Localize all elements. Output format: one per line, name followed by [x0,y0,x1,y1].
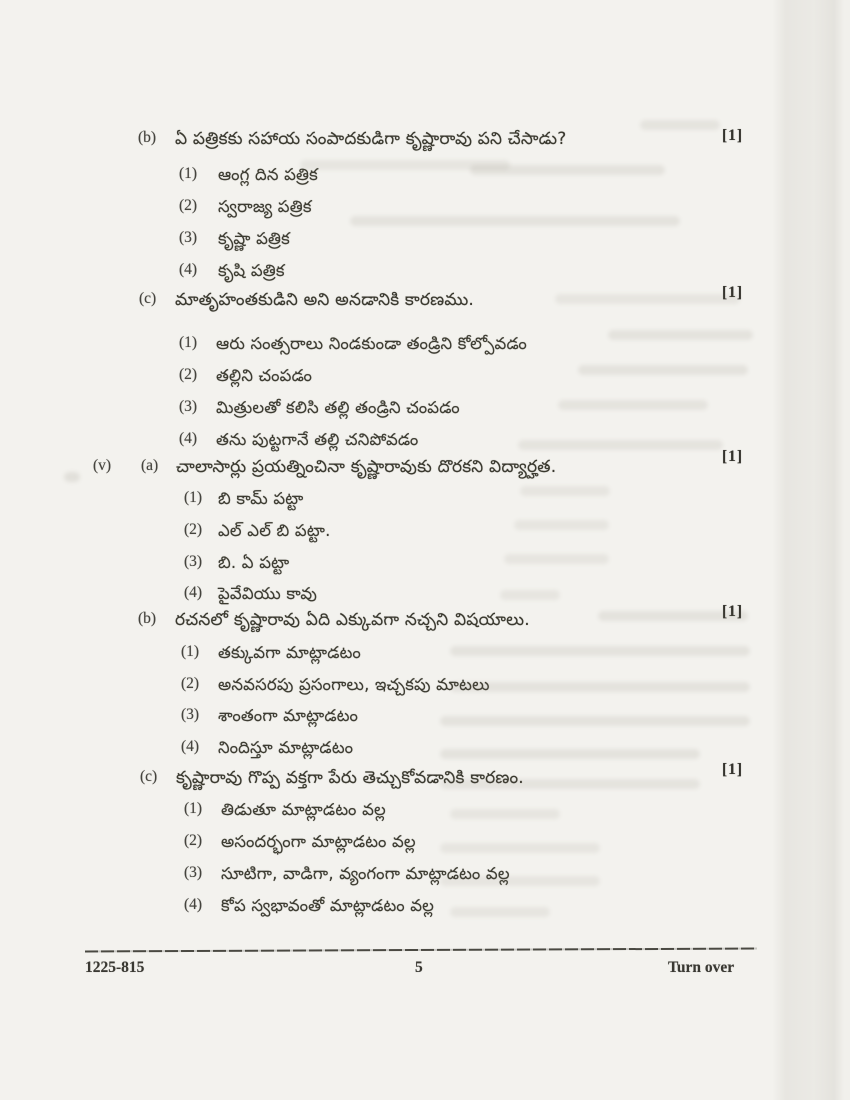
option-number: (1) [179,334,198,351]
option-line [0,832,850,858]
option-text: అసందర్భంగా మాట్లాడటం వల్ల [221,832,416,851]
option-text: బి. ఏ పట్టా [218,553,290,572]
option-number: (1) [181,643,200,660]
question-label: (a) [141,457,159,474]
marks-badge: [1] [722,284,744,301]
option-number: (4) [184,896,203,913]
option-number: (3) [184,864,203,881]
option-text: ఎల్ ఎల్ బి పట్టా. [218,521,331,540]
option-number: (3) [179,398,198,415]
option-text: నిందిస్తూ మాట్లాడటం [218,738,354,757]
option-line [0,553,850,579]
option-text: కృష్ణా పత్రిక [218,229,290,248]
question-text: కృష్ణారావు గొప్ప వక్తగా పేరు తెచ్చుకోవడానికి కారణం. [176,768,524,788]
option-number: (2) [184,832,203,849]
option-line [0,165,850,191]
option-line [0,398,850,424]
option-number: (2) [179,366,198,383]
option-text: తక్కువగా మాట్లాడటం [218,643,361,662]
option-number: (4) [181,738,200,755]
footer-rule [85,948,757,953]
option-line [0,675,850,701]
option-number: (3) [184,553,203,570]
option-line [0,197,850,223]
option-number: (3) [179,229,198,246]
option-text: తిడుతూ మాట్లాడటం వల్ల [221,800,386,819]
option-number: (4) [184,584,203,601]
option-number: (2) [181,675,200,692]
option-text: కృషి పత్రిక [218,261,285,280]
option-line [0,800,850,826]
option-line [0,489,850,515]
option-number: (2) [179,197,198,214]
page-number: 5 [415,959,423,976]
option-text: ఆంగ్ల దిన పత్రిక [218,165,318,184]
option-line [0,366,850,392]
option-line [0,896,850,922]
question-label: (b) [138,610,157,627]
marks-badge: [1] [722,603,744,620]
option-line [0,521,850,547]
footer-code: 1225-815 [85,959,145,976]
option-number: (2) [184,521,203,538]
option-text: స్వరాజ్య పత్రిక [218,197,312,216]
option-line [0,229,850,255]
option-text: అనవసరపు ప్రసంగాలు, ఇచ్చకపు మాటలు [218,675,490,694]
option-text: కోప స్వభావంతో మాట్లాడటం వల్ల [221,896,435,915]
question-label: (c) [140,768,158,785]
option-text: ఆరు సంత్సరాలు నిండకుండా తండ్రిని కోల్పోవడం [216,334,527,353]
marks-badge: [1] [722,448,744,465]
option-text: తను పుట్టగానే తల్లి చనిపోవడం [216,430,419,449]
option-number: (3) [181,706,200,723]
option-text: తల్లిని చంపడం [216,366,313,385]
option-number: (4) [179,261,198,278]
option-line [0,643,850,669]
part-label: (v) [93,457,112,474]
option-text: శాంతంగా మాట్లాడటం [218,706,359,725]
option-line [0,706,850,732]
option-text: బి కామ్ పట్టా [218,489,304,508]
turn-over-label: Turn over [668,959,735,976]
option-text: మిత్రులతో కలిసి తల్లి తండ్రిని చంపడం [216,398,460,417]
marks-badge: [1] [722,127,744,144]
question-text: మాతృహంతకుడిని అని అనడానికి కారణము. [175,290,475,310]
option-text: పైవేవియు కావు [218,584,318,603]
option-number: (1) [184,489,203,506]
option-line [0,864,850,890]
option-text: సూటిగా, వాడిగా, వ్యంగంగా మాట్లాడటం వల్ల [221,864,510,883]
option-number: (1) [184,800,203,817]
option-number: (1) [179,165,198,182]
question-label: (b) [138,129,157,146]
option-number: (4) [179,430,198,447]
question-text: చాలాసార్లు ప్రయత్నించినా కృష్ణారావుకు దొరకని విద్యార్హత. [176,457,557,477]
question-text: ఏ పత్రికకు సహాయ సంపాదకుడిగా కృష్ణారావు పని చేసాడు? [175,129,567,149]
question-label: (c) [139,290,157,307]
question-text: రచనలో కృష్ణారావు ఏది ఎక్కువగా నచ్చని విషయాలు. [175,610,530,630]
marks-badge: [1] [722,761,744,778]
option-line [0,334,850,360]
